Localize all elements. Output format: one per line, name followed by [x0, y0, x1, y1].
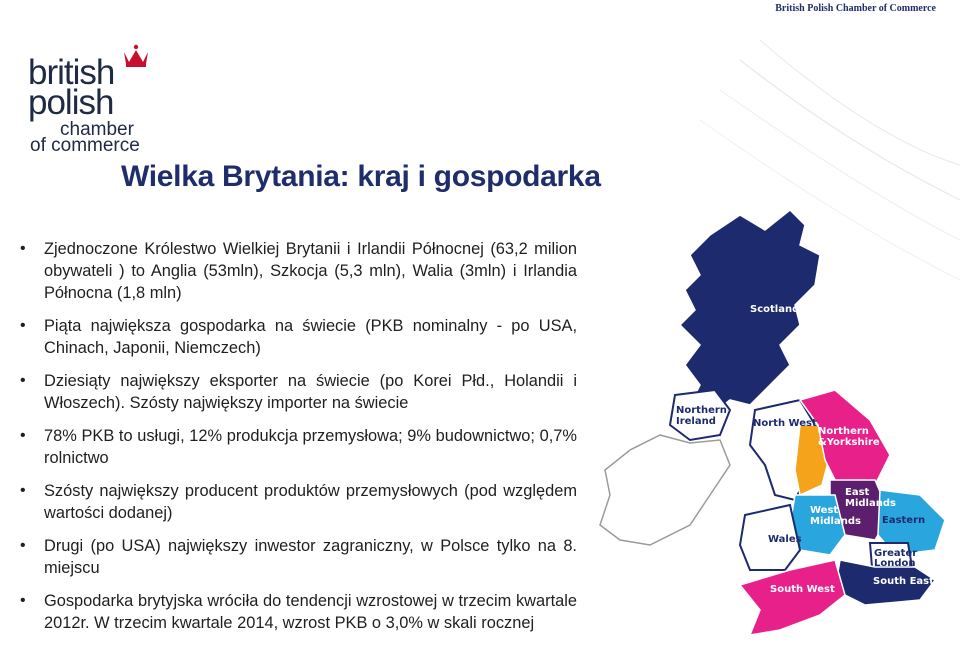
bullet-item: • Drugi (po USA) największy inwestor zagraniczny, w Polsce tylko na 8. miejscu: [20, 535, 577, 579]
bullet-item: • Zjednoczone Królestwo Wielkiej Brytanii i Irlandii Północnej (63,2 milion obywateli ) to Anglia (53mln), Szkocja (5,3 mln), Walia (3mln) i Irlandia Północna (1,8 mln): [20, 238, 577, 304]
region-label: South East: [873, 576, 934, 587]
region-label: East Midlands: [845, 487, 896, 509]
logo-line-3: chamber: [60, 119, 134, 140]
region-label: North West: [753, 418, 817, 429]
crown-icon: [122, 44, 150, 68]
bullet-item: • 78% PKB to usługi, 12% produkcja przemysłowa; 9% budownictwo; 0,7% rolnictwo: [20, 425, 577, 469]
logo-line-2: polish: [28, 83, 114, 122]
bullet-list: [20, 238, 577, 645]
region-label: Northern &Yorkshire: [818, 426, 880, 448]
region-label: South West: [770, 584, 835, 595]
bullet-item: • Dziesiąty największy eksporter na świecie (po Korei Płd., Holandii i Włoszech). Szósty największy importer na świecie: [20, 370, 577, 414]
region-south-west: [740, 560, 845, 635]
region-label: West Midlands: [810, 505, 861, 527]
logo-line-4: of commerce: [30, 135, 140, 156]
bullet-item: • Szósty największy producent produktów przemysłowych (pod względem wartości dodanej): [20, 480, 577, 524]
uk-regions-map: [590, 195, 960, 661]
ireland-landmass: [600, 435, 730, 545]
region-label: Eastern: [882, 515, 926, 526]
bullet-item: • Piąta największa gospodarka na świecie (PKB nominalny - po USA, Chinach, Japonii, Niemczech): [20, 315, 577, 359]
region-label: Scotland: [750, 304, 800, 315]
region-label: Wales: [768, 534, 802, 545]
logo-line-1: british: [28, 53, 115, 92]
bullet-item: • Gospodarka brytyjska wróciła do tendencji wzrostowej w trzecim kwartale 2012r. W trzecim kwartale 2014, wzrost PKB o 3,0% w skali rocznej: [20, 590, 577, 634]
region-label: Greater London: [874, 548, 918, 569]
region-label: Northern Ireland: [676, 405, 727, 427]
header-brand: British Polish Chamber of Commerce: [775, 3, 936, 14]
page-title: Wielka Brytania: kraj i gospodarka: [121, 160, 601, 193]
